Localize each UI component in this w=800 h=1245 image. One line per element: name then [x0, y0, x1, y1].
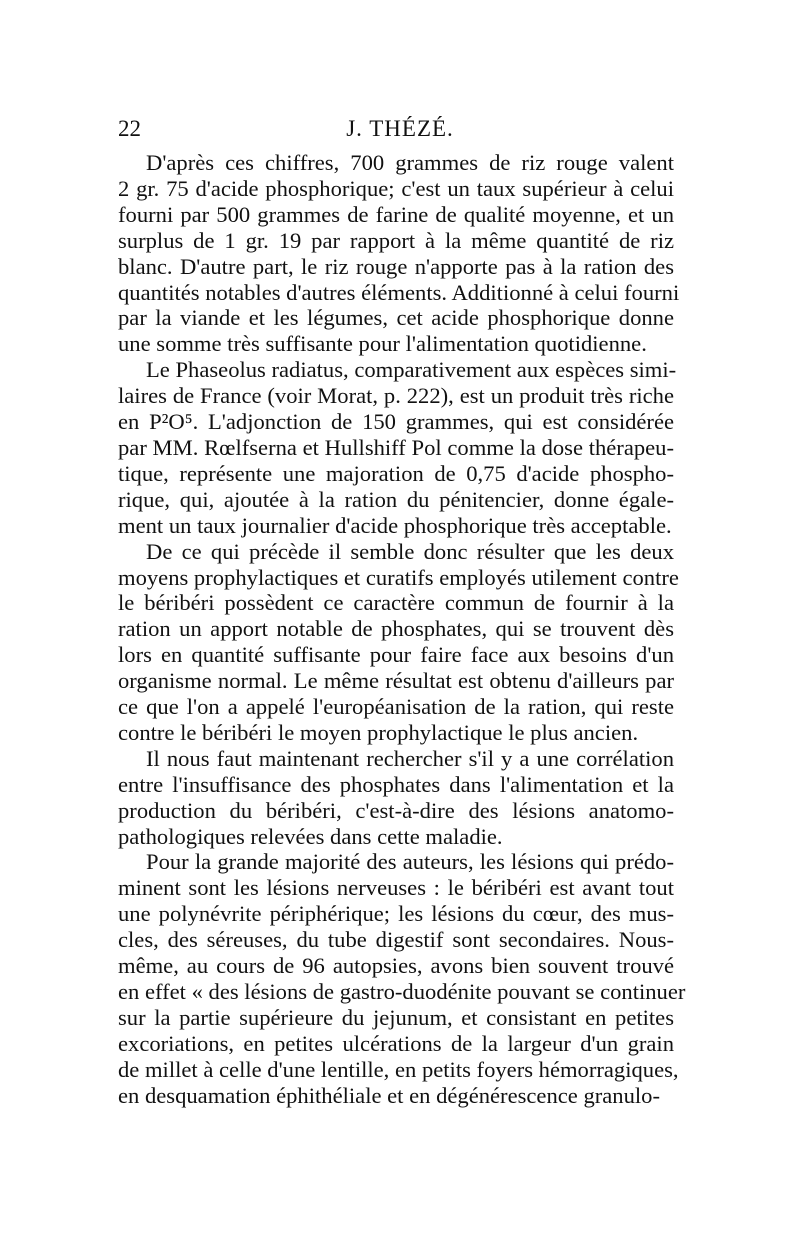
text-line: organisme normal. Le même résultat est obtenu d'ailleurs par [118, 668, 674, 694]
text-line: fourni par 500 grammes de farine de qualité moyenne, et un [118, 201, 674, 227]
text-line: blanc. D'autre part, le riz rouge n'apporte pas à la ration des [118, 253, 674, 279]
text-line: D'après ces chiffres, 700 grammes de riz rouge valent [146, 150, 674, 175]
text-line: tique, représente une majoration de 0,75 d'acide phospho- [118, 460, 674, 486]
text-line: cles, des séreuses, du tube digestif sont secondaires. Nous- [118, 927, 674, 953]
text-line: une somme très suffisante pour l'alimentation quotidienne. [118, 331, 647, 357]
text-line: même, au cours de 96 autopsies, avons bien souvent trouvé [118, 953, 674, 979]
text-line: production du béribéri, c'est-à-dire des lésions anatomo- [118, 797, 674, 823]
page-number: 22 [118, 116, 141, 141]
text-line: rique, qui, ajoutée à la ration du pénitencier, donne égale- [118, 486, 674, 512]
text-line: quantités notables d'autres éléments. Additionné à celui fourni [118, 279, 680, 305]
text-line: 2 gr. 75 d'acide phosphorique; c'est un taux supérieur à celui [118, 175, 674, 201]
page-header [118, 116, 682, 146]
text-line: le béribéri possèdent ce caractère commun de fournir à la [118, 590, 674, 616]
body-text [118, 150, 686, 1109]
text-line: ration un apport notable de phosphates, qui se trouvent dès [118, 616, 674, 642]
text-line: entre l'insuffisance des phosphates dans l'alimentation et la [118, 771, 674, 797]
text-line: Il nous faut maintenant rechercher s'il y a une corrélation [146, 745, 674, 771]
text-line: en effet « des lésions de gastro-duodénite pouvant se continuer [118, 979, 686, 1004]
text-line: De ce qui précède il semble donc résulter que les deux [146, 538, 674, 564]
text-line: lors en quantité suffisante pour faire face aux besoins d'un [118, 642, 674, 668]
text-line: en P²O⁵. L'adjonction de 150 grammes, qui est considérée [118, 409, 674, 435]
paragraph [118, 150, 680, 357]
text-line: ce que l'on a appelé l'européanisation de la ration, qui reste [118, 694, 674, 720]
text-line: de millet à celle d'une lentille, en petits foyers hémorragiques, [118, 1056, 679, 1082]
text-line: pathologiques relevées dans cette maladie. [118, 823, 503, 849]
text-line: excoriations, en petites ulcérations de la largeur d'un grain [118, 1030, 674, 1056]
text-line: ment un taux journalier d'acide phosphorique très acceptable. [118, 512, 672, 538]
text-line: surplus de 1 gr. 19 par rapport à la même quantité de riz [118, 227, 674, 253]
text-line: minent sont les lésions nerveuses : le béribéri est avant tout [118, 875, 674, 901]
text-line: laires de France (voir Morat, p. 222), est un produit très riche [118, 383, 674, 409]
text-line: sur la partie supérieure du jejunum, et consistant en petites [118, 1004, 674, 1030]
paragraph [118, 538, 679, 746]
running-head: J. THÉZÉ. [346, 116, 454, 141]
text-line: par la viande et les légumes, cet acide phosphorique donne [118, 305, 674, 331]
text-line: Le Phaseolus radiatus, comparativement aux espèces simi- [146, 357, 677, 383]
paragraph [118, 849, 686, 1108]
text-line: Pour la grande majorité des auteurs, les lésions qui prédo- [146, 849, 674, 875]
text-line: par MM. Rœlfserna et Hullshiff Pol comme la dose thérapeu- [118, 434, 674, 460]
paragraph [118, 357, 677, 538]
text-line: contre le béribéri le moyen prophylactique le plus ancien. [118, 719, 639, 745]
text-line: une polynévrite périphérique; les lésions du cœur, des mus- [118, 901, 674, 927]
text-line: en desquamation éphithéliale et en dégénérescence granulo- [118, 1082, 660, 1108]
text-line: moyens prophylactiques et curatifs employés utilement contre [118, 564, 679, 590]
paragraph [118, 746, 674, 850]
